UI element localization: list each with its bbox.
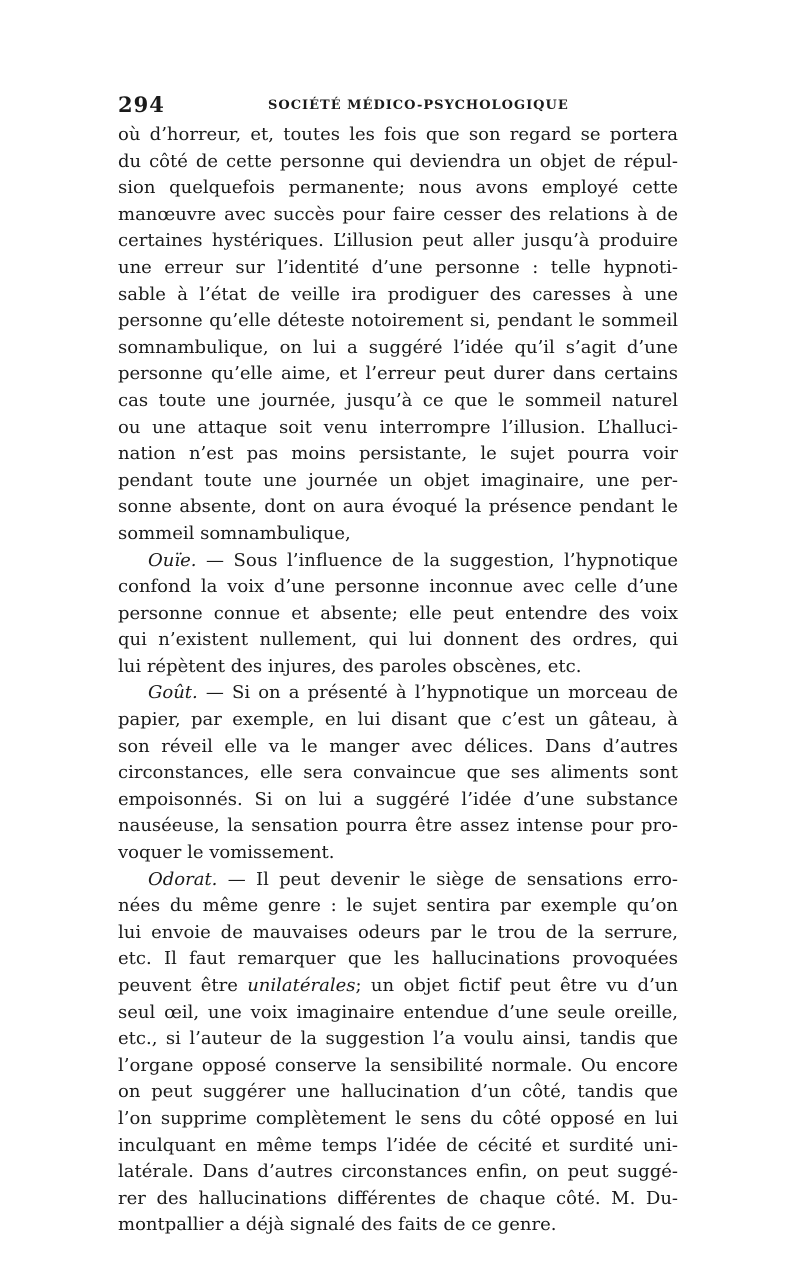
text-line: l’organe opposé conserve la sensibilité normale. Ou encore bbox=[118, 1054, 678, 1076]
text-line: certaines hystériques. L’illusion peut aller jusqu’à produire bbox=[118, 230, 678, 252]
text-line: somnambulique, on lui a suggéré l’idée qu’il s’agit d’une bbox=[118, 336, 678, 358]
text-line: Odorat. — Il peut devenir le siège de sensations erro- bbox=[148, 868, 678, 890]
text-line: pendant toute une journée un objet imaginaire, une per- bbox=[118, 469, 678, 491]
text-line: cas toute une journée, jusqu’à ce que le sommeil naturel bbox=[118, 389, 678, 411]
text-line: inculquant en même temps l’idée de cécité et surdité uni- bbox=[118, 1134, 678, 1156]
text-line: qui n’existent nullement, qui lui donnent des ordres, qui bbox=[118, 629, 678, 651]
text-line: montpallier a déjà signalé des faits de ce genre. bbox=[118, 1214, 557, 1236]
text-line: papier, par exemple, en lui disant que c’est un gâteau, à bbox=[118, 709, 678, 731]
text-line: latérale. Dans d’autres circonstances enfin, on peut suggé- bbox=[118, 1161, 678, 1183]
text-line: l’on supprime complètement le sens du côté opposé en lui bbox=[118, 1107, 678, 1129]
paragraph bbox=[118, 867, 678, 1239]
paragraph bbox=[118, 680, 678, 866]
text-line: sommeil somnambulique, bbox=[118, 522, 351, 544]
text-line: nauséeuse, la sensation pourra être assez intense pour pro- bbox=[118, 815, 678, 837]
page-number: 294 bbox=[118, 92, 165, 117]
running-title: SOCIÉTÉ MÉDICO-PSYCHOLOGIQUE bbox=[268, 98, 569, 113]
body-text bbox=[118, 122, 678, 1239]
text-line: nation n’est pas moins persistante, le sujet pourra voir bbox=[118, 443, 678, 465]
text-line: on peut suggérer une hallucination d’un côté, tandis que bbox=[118, 1081, 678, 1103]
section-lead: Goût. bbox=[148, 682, 198, 704]
page-header bbox=[118, 92, 678, 122]
text-line: circonstances, elle sera convaincue que ses aliments sont bbox=[118, 762, 678, 784]
text-line: Goût. — Si on a présenté à l’hypnotique un morceau de bbox=[148, 682, 678, 704]
text-line: sonne absente, dont on aura évoqué la présence pendant le bbox=[118, 496, 678, 518]
text-line: seul œil, une voix imaginaire entendue d’une seule oreille, bbox=[118, 1001, 678, 1023]
text-line: sable à l’état de veille ira prodiguer des caresses à une bbox=[118, 283, 678, 305]
text-line: lui envoie de mauvaises odeurs par le trou de la serrure, bbox=[118, 921, 678, 943]
text-line: rer des hallucinations différentes de chaque côté. M. Du- bbox=[118, 1187, 678, 1209]
paragraph bbox=[118, 122, 678, 548]
section-lead: Ouïe. bbox=[148, 549, 197, 571]
text-line: ou une attaque soit venu interrompre l’illusion. L’halluci- bbox=[118, 416, 678, 438]
text-line: Ouïe. — Sous l’influence de la suggestion, l’hypnotique bbox=[148, 549, 678, 571]
text-line: personne connue et absente; elle peut entendre des voix bbox=[118, 602, 678, 624]
text-line: sion quelquefois permanente; nous avons employé cette bbox=[118, 177, 678, 199]
text-line: etc., si l’auteur de la suggestion l’a voulu ainsi, tandis que bbox=[118, 1028, 678, 1050]
section-lead: Odorat. bbox=[148, 868, 218, 890]
paragraph bbox=[118, 548, 678, 681]
text-line: peuvent être unilatérales; un objet fictif peut être vu d’un bbox=[118, 975, 678, 996]
text-line: une erreur sur l’identité d’une personne : telle hypnoti- bbox=[118, 256, 678, 278]
text-line: personne qu’elle aime, et l’erreur peut durer dans certains bbox=[118, 363, 678, 385]
text-line: du côté de cette personne qui deviendra un objet de répul- bbox=[118, 150, 678, 172]
text-line: lui répètent des injures, des paroles obscènes, etc. bbox=[118, 655, 582, 677]
text-line: où d’horreur, et, toutes les fois que son regard se portera bbox=[118, 124, 678, 145]
text-line: etc. Il faut remarquer que les hallucinations provoquées bbox=[118, 948, 678, 970]
text-line: personne qu’elle déteste notoirement si, pendant le sommeil bbox=[118, 310, 678, 332]
text-line: son réveil elle va le manger avec délices. Dans d’autres bbox=[118, 735, 678, 757]
text-line: nées du même genre : le sujet sentira par exemple qu’on bbox=[118, 895, 678, 917]
text-line: empoisonnés. Si on lui a suggéré l’idée d’une substance bbox=[118, 788, 678, 810]
book-page bbox=[118, 92, 678, 1239]
text-line: confond la voix d’une personne inconnue avec celle d’une bbox=[118, 576, 678, 598]
text-line: manœuvre avec succès pour faire cesser des relations à de bbox=[118, 203, 678, 225]
text-line: voquer le vomissement. bbox=[118, 842, 335, 864]
